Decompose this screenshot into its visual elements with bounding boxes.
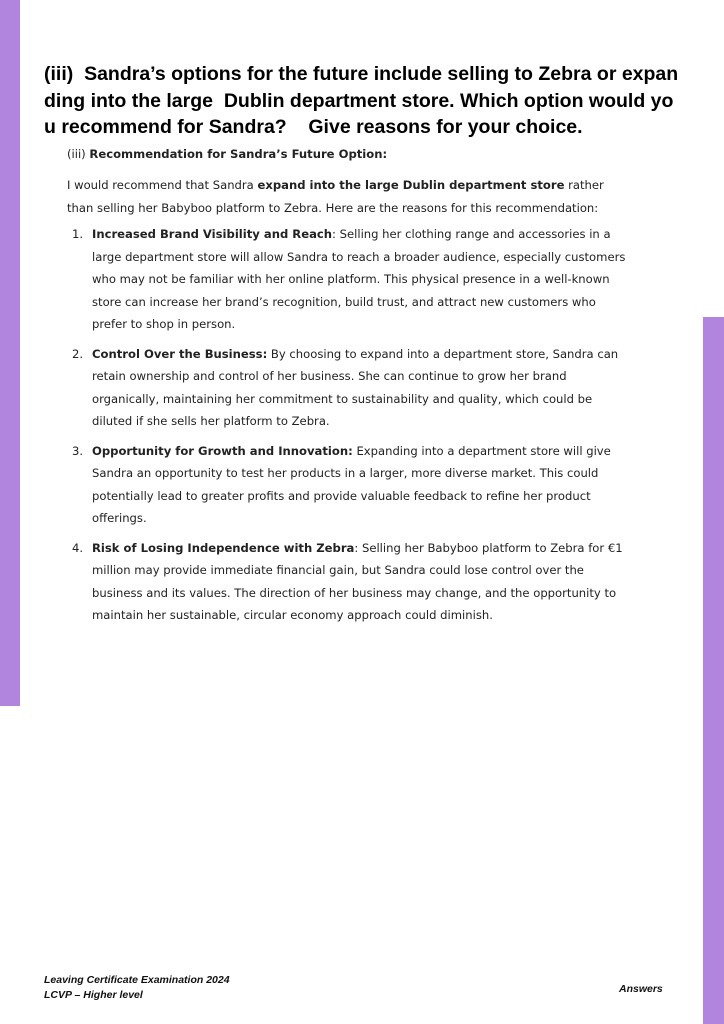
answer-heading-prefix: (iii) <box>67 147 90 161</box>
intro-text-end: rather than selling her Babyboo platform to Zebra. Here are the reasons for this recommendation: <box>67 178 604 215</box>
item-number: 1. <box>72 227 84 241</box>
item-text: : Selling her clothing range and accessories in a large department store will allow Sandra to reach a broader audience, especially customers who may not be familiar with her online platform. This physical presence in a well-known store can increase her brand’s recognition, build trust, and attract new customers who prefer to shop in person. <box>92 227 626 331</box>
item-number: 4. <box>72 540 84 555</box>
footer-exam-info <box>44 973 230 1003</box>
answer-intro <box>67 174 631 219</box>
footer-section-label: Answers <box>619 983 663 995</box>
intro-bold-recommendation: expand into the large Dublin department store <box>257 178 565 192</box>
reasons-list <box>67 223 631 627</box>
footer-exam-level: LCVP – Higher level <box>44 989 143 1001</box>
item-title: Opportunity for Growth and Innovation: <box>92 443 353 458</box>
item-text: Expanding into a department store will give Sandra an opportunity to test her products in a larger, more diverse market. This could potentially lead to greater profits and provide valuable feedback to refine her product offerings. <box>92 443 611 525</box>
item-title: Risk of Losing Independence with Zebra <box>92 540 355 555</box>
left-accent-bar <box>0 0 20 706</box>
answer-block <box>67 146 631 634</box>
answer-heading-text: Recommendation for Sandra’s Future Option: <box>89 147 388 161</box>
footer-exam-title: Leaving Certificate Examination 2024 <box>44 974 230 986</box>
right-accent-bar <box>703 317 724 1024</box>
item-text: By choosing to expand into a department store, Sandra can retain ownership and control of her business. She can continue to grow her brand organically, maintaining her commitment to sustainability and quality, which could be diluted if she sells her platform to Zebra. <box>92 346 619 428</box>
question-text: (iii) Sandra’s options for the future include selling to Zebra or expan ding into the large Dublin department store. Which option would yo u recommend for Sandra? Give reasons for your choice. <box>44 63 684 138</box>
item-title: Increased Brand Visibility and Reach <box>92 227 333 241</box>
item-number: 3. <box>72 443 84 458</box>
list-item <box>67 537 631 627</box>
answer-heading <box>67 146 631 162</box>
item-title: Control Over the Business: <box>92 346 268 361</box>
intro-text-start: I would recommend that Sandra <box>67 178 258 192</box>
list-item <box>67 343 631 433</box>
list-item <box>67 440 631 530</box>
item-number: 2. <box>72 346 84 361</box>
item-text: : Selling her Babyboo platform to Zebra for €1 million may provide immediate financial gain, but Sandra could lose control over the business and its values. The direction of her business may change, and the opportunity to maintain her sustainable, circular economy approach could diminish. <box>92 540 623 622</box>
list-item <box>67 223 631 336</box>
